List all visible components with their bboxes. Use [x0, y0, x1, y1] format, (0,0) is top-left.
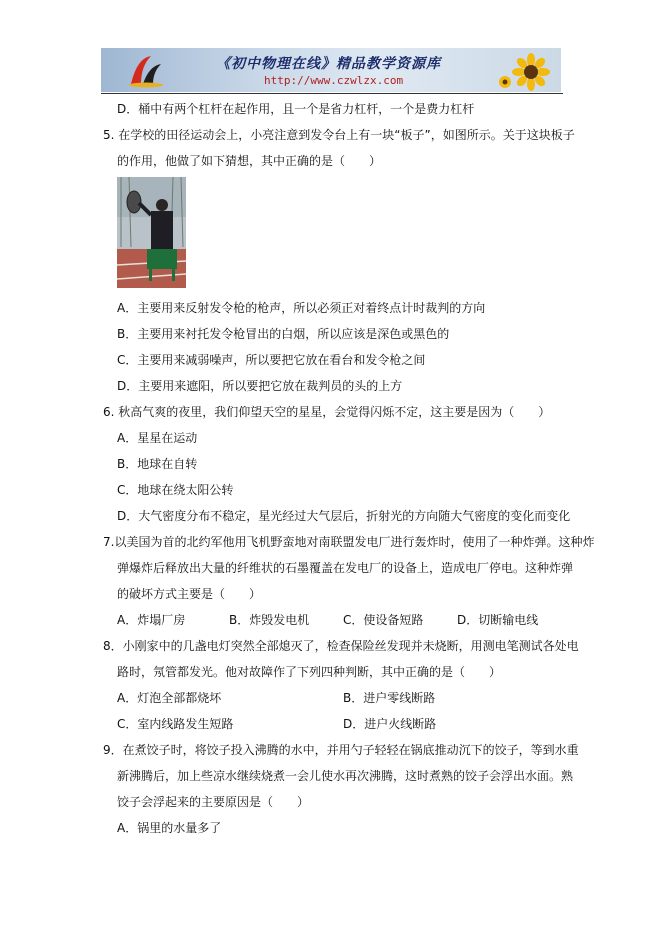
text-line: B．进户零线断路 — [343, 691, 436, 705]
text-line: C．地球在绕太阳公转 — [117, 483, 234, 497]
logo-icon — [127, 54, 165, 88]
text-line: 8．小刚家中的几盏电灯突然全部熄灭了，检查保险丝发现并未烧断，用测电笔测试各处电 — [103, 639, 579, 653]
header-rule — [101, 93, 563, 94]
text-line: 饺子会浮起来的主要原因是（ ） — [117, 795, 310, 809]
text-line: D．大气密度分布不稳定，星光经过大气层后，折射光的方向随大气密度的变化而变化 — [117, 509, 571, 523]
photo-starting-platform — [117, 177, 186, 288]
text-line: B．地球在自转 — [117, 457, 198, 471]
text-line: A．灯泡全部都烧坏 — [117, 691, 222, 705]
text-line: C．使设备短路 — [343, 613, 424, 627]
text-line: D．进户火线断路 — [343, 717, 437, 731]
text-line: 新沸腾后，加上些凉水继续烧煮一会儿使水再次沸腾，这时煮熟的饺子会浮出水面。熟 — [117, 769, 574, 783]
text-line: D．主要用来遮阳，所以要把它放在裁判员的头的上方 — [117, 379, 403, 393]
sunflower-icon — [495, 52, 555, 92]
text-line: A．炸塌厂房 — [117, 613, 186, 627]
text-line: 9．在煮饺子时，将饺子投入沸腾的水中，并用勺子轻轻在锅底推动沉下的饺子，等到水重 — [103, 743, 579, 757]
banner-url: http://www.czwlzx.com — [264, 74, 404, 87]
text-line: D．切断输电线 — [457, 613, 539, 627]
text-line: D．桶中有两个杠杆在起作用，且一个是省力杠杆，一个是费力杠杆 — [117, 102, 475, 116]
text-line: 的破坏方式主要是（ ） — [117, 587, 262, 601]
header-banner — [101, 48, 561, 92]
banner-title: 《初中物理在线》精品教学资源库 — [216, 56, 441, 72]
text-line: C．室内线路发生短路 — [117, 717, 234, 731]
text-line: 7.以美国为首的北约军他用飞机野蛮地对南联盟发电厂进行轰炸时，使用了一种炸弹。这种炸 — [103, 535, 595, 549]
text-line: 5. 在学校的田径运动会上，小亮注意到发令台上有一块“板子”，如图所示。关于这块板子 — [103, 128, 575, 142]
text-line: 6. 秋高气爽的夜里，我们仰望天空的星星，会觉得闪烁不定，这主要是因为（ ） — [103, 405, 551, 419]
text-line: B．主要用来衬托发令枪冒出的白烟，所以应该是深色或黑色的 — [117, 327, 450, 341]
text-line: 的作用，他做了如下猜想，其中正确的是（ ） — [117, 154, 382, 168]
text-line: A．主要用来反射发令枪的枪声，所以必须正对着终点计时裁判的方向 — [117, 301, 486, 315]
text-line: A．星星在运动 — [117, 431, 198, 445]
text-line: 路时，氖管都发光。他对故障作了下列四种判断，其中正确的是（ ） — [117, 665, 502, 679]
text-line: B．炸毁发电机 — [229, 613, 310, 627]
text-line: A．锅里的水量多了 — [117, 821, 222, 835]
text-line: 弹爆炸后释放出大量的纤维状的石墨覆盖在发电厂的设备上，造成电厂停电。这种炸弹 — [117, 561, 574, 575]
text-line: C．主要用来减弱噪声，所以要把它放在看台和发令枪之间 — [117, 353, 426, 367]
